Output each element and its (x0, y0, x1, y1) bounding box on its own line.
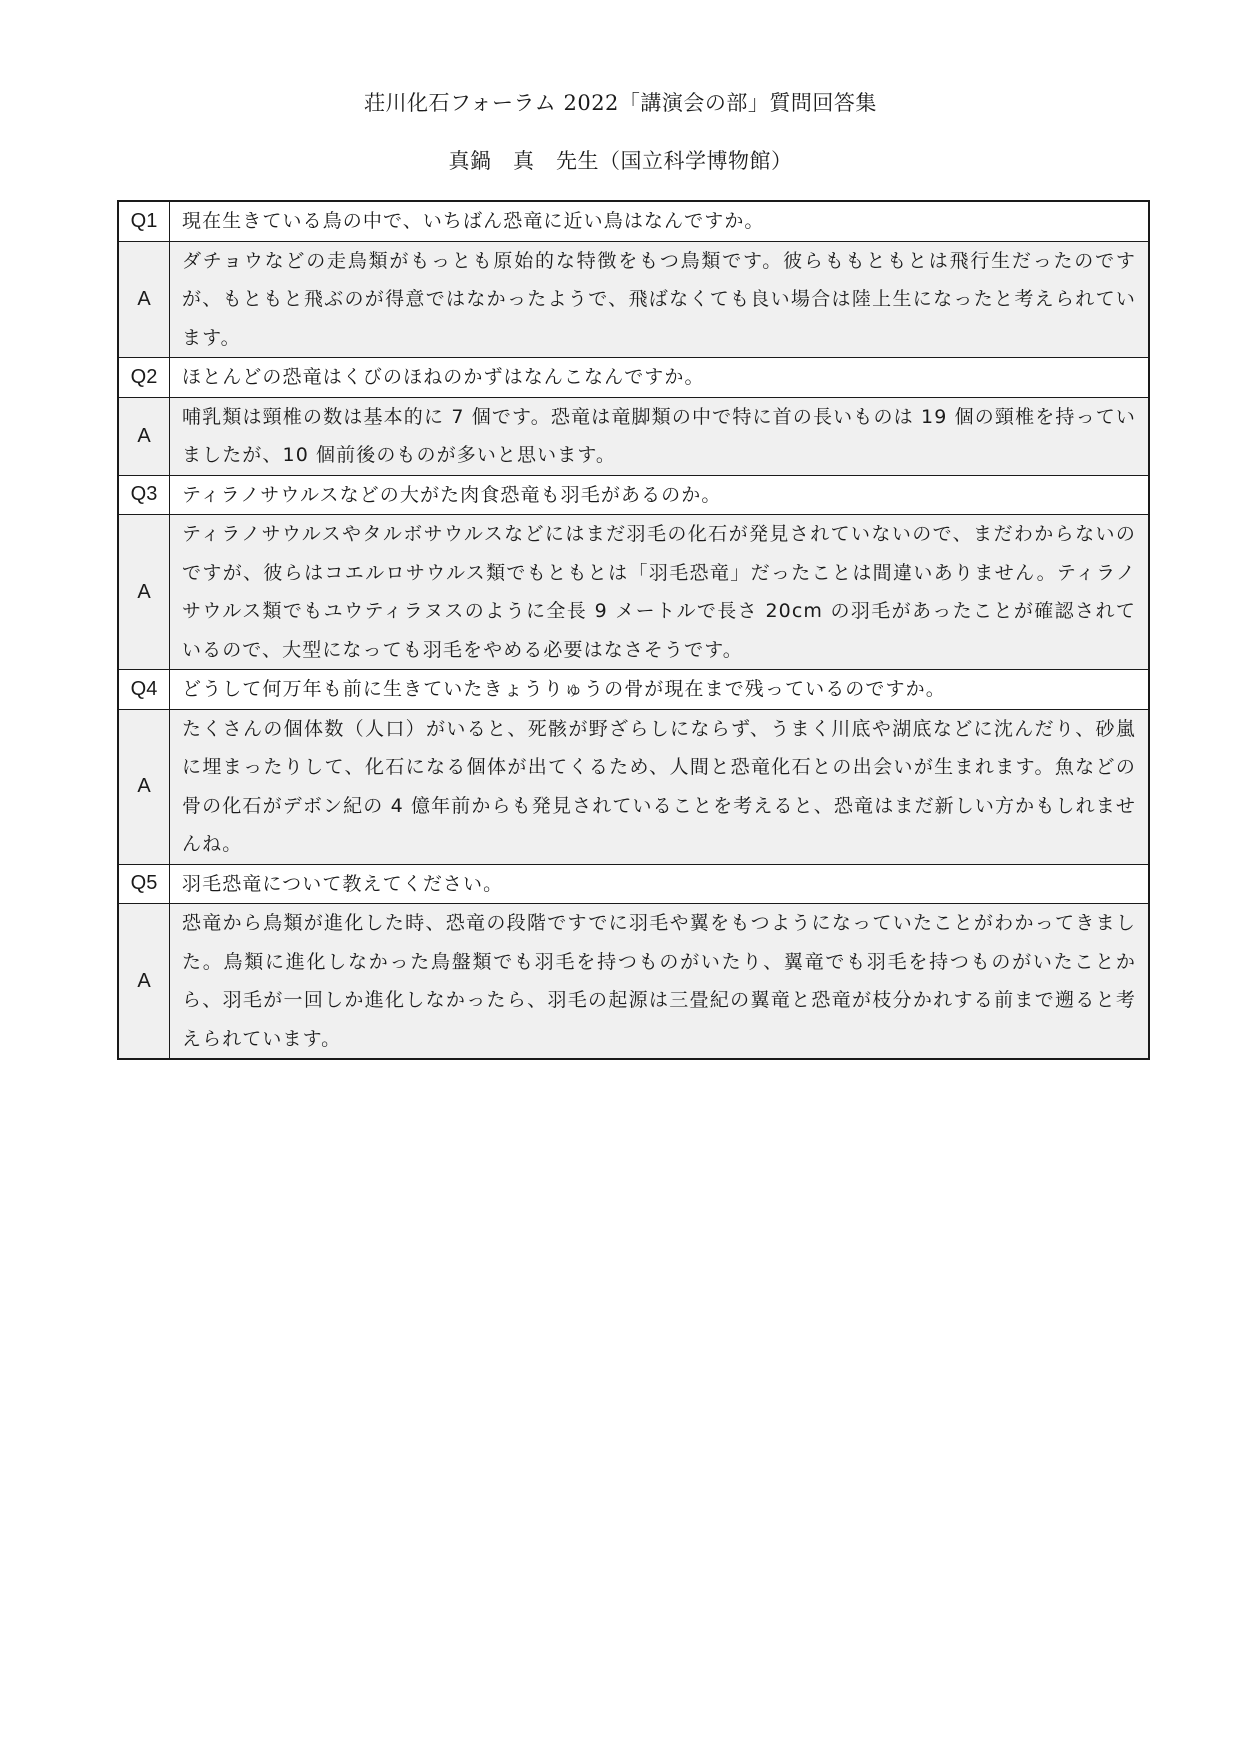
speaker-line: 真鍋 真 先生（国立科学博物館） (448, 149, 793, 173)
answer-row (118, 515, 1149, 670)
question-label: Q2 (118, 358, 170, 398)
question-text: 羽毛恐竜について教えてください。 (170, 864, 1150, 904)
answer-text: ダチョウなどの走鳥類がもっとも原始的な特徴をもつ鳥類です。彼らももともとは飛行生だったのですが、もともと飛ぶのが得意ではなかったようで、飛ばなくても良い場合は陸上生になったと考えられています。 (170, 241, 1150, 358)
answer-label: A (118, 904, 170, 1060)
question-text: 現在生きている鳥の中で、いちばん恐竜に近い鳥はなんですか。 (170, 201, 1150, 241)
answer-text: 哺乳類は頸椎の数は基本的に 7 個です。恐竜は竜脚類の中で特に首の長いものは 19 個の頸椎を持っていましたが、10 個前後のものが多いと思います。 (170, 397, 1150, 475)
question-row (118, 358, 1149, 398)
question-text: どうして何万年も前に生きていたきょうりゅうの骨が現在まで残っているのですか。 (170, 670, 1150, 710)
answer-text: ティラノサウルスやタルボサウルスなどにはまだ羽毛の化石が発見されていないので、まだわからないのですが、彼らはコエルロサウルス類でもともとは「羽毛恐竜」だったことは間違いありません。ティラノサウルス類でもユウティラヌスのように全長 9 メートルで長さ 20cm の羽毛があったことが確認されているので、大型になっても羽毛をやめる必要はなさそうです。 (170, 515, 1150, 670)
question-row (118, 670, 1149, 710)
question-label: Q4 (118, 670, 170, 710)
question-text: ほとんどの恐竜はくびのほねのかずはなんこなんですか。 (170, 358, 1150, 398)
question-label: Q5 (118, 864, 170, 904)
document-title: 荘川化石フォーラム 2022「講演会の部」質問回答集 (364, 91, 877, 115)
answer-row (118, 709, 1149, 864)
answer-text: たくさんの個体数（人口）がいると、死骸が野ざらしにならず、うまく川底や湖底などに沈んだり、砂嵐に埋まったりして、化石になる個体が出てくるため、人間と恐竜化石との出会いが生まれます。魚などの骨の化石がデボン紀の 4 億年前からも発見されていることを考えると、恐竜はまだ新しい方かもしれませんね。 (170, 709, 1150, 864)
answer-text: 恐竜から鳥類が進化した時、恐竜の段階ですでに羽毛や翼をもつようになっていたことがわかってきました。鳥類に進化しなかった鳥盤類でも羽毛を持つものがいたり、翼竜でも羽毛を持つものがいたことから、羽毛が一回しか進化しなかったら、羽毛の起源は三畳紀の翼竜と恐竜が枝分かれする前まで遡ると考えられています。 (170, 904, 1150, 1060)
question-row (118, 864, 1149, 904)
answer-label: A (118, 397, 170, 475)
qa-table (117, 200, 1150, 1060)
answer-row (118, 397, 1149, 475)
question-row (118, 475, 1149, 515)
answer-row (118, 241, 1149, 358)
answer-label: A (118, 709, 170, 864)
question-label: Q1 (118, 201, 170, 241)
answer-label: A (118, 241, 170, 358)
answer-label: A (118, 515, 170, 670)
question-label: Q3 (118, 475, 170, 515)
question-text: ティラノサウルスなどの大がた肉食恐竜も羽毛があるのか。 (170, 475, 1150, 515)
answer-row (118, 904, 1149, 1060)
question-row (118, 201, 1149, 241)
